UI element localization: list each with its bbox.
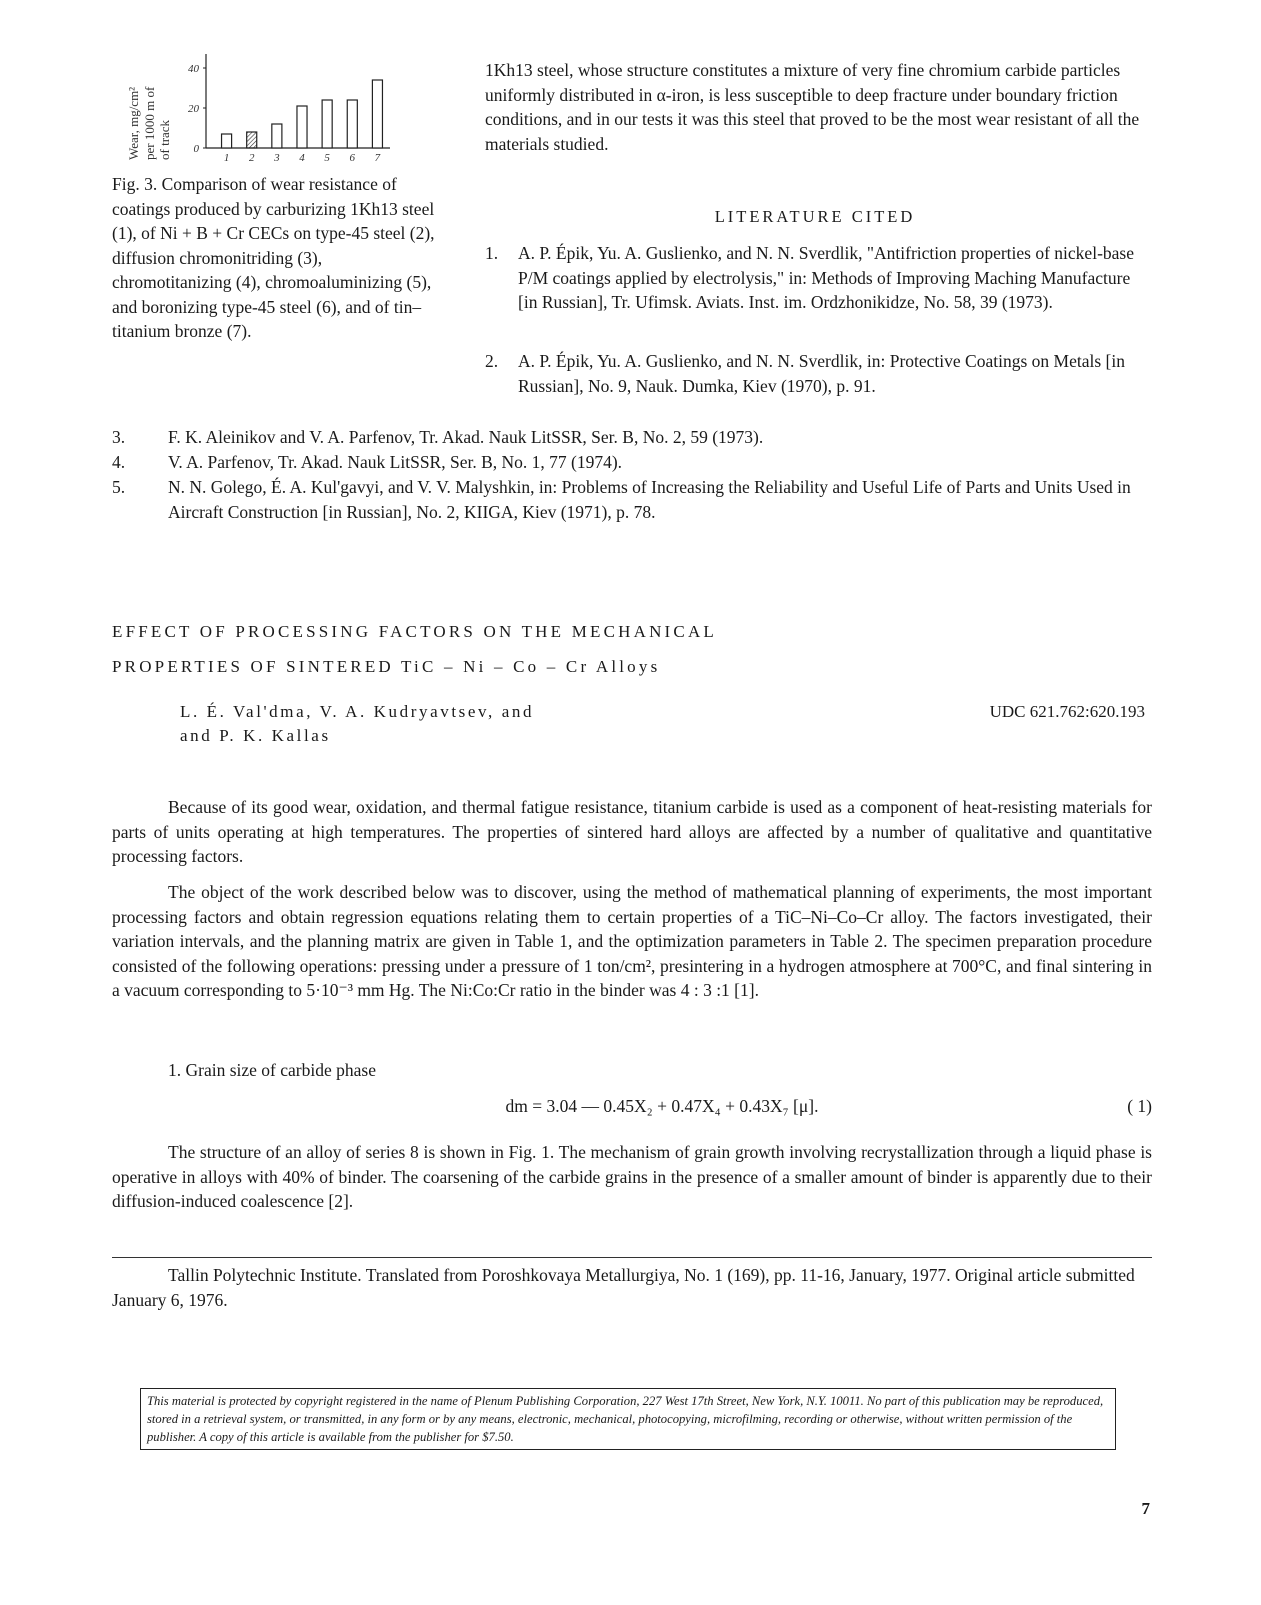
y-tick-label: 20 [188, 103, 199, 115]
udc-code: UDC 621.762:620.193 [989, 702, 1145, 721]
reference-number: 4. [112, 452, 126, 472]
chart-axes [188, 54, 390, 155]
chart-bars [222, 80, 383, 164]
x-tick-label: 7 [374, 152, 381, 164]
y-axis-label [126, 86, 172, 160]
article-title [112, 614, 1152, 684]
y-axis-label-line-2: per 1000 m of [142, 86, 157, 160]
footnote-divider [112, 1257, 1152, 1258]
numbered-item-heading: 1. Grain size of carbide phase [168, 1060, 376, 1080]
reference-text: F. K. Aleinikov and V. A. Parfenov, Tr. Akad. Nauk LitSSR, Ser. B, No. 2, 59 (1973). [168, 427, 764, 447]
x-tick-label: 2 [248, 152, 255, 164]
reference-text: N. N. Golego, É. A. Kul'gavyi, and V. V. Malyshkin, in: Problems of Increasing the Reliability and Useful Life of Parts and Units Used in Aircraft Construction [in Russian], No. 2, KIIGA, Kiev (1971), p. 78. [168, 477, 1131, 522]
reference-text: V. A. Parfenov, Tr. Akad. Nauk LitSSR, Ser. B, No. 1, 77 (1974). [168, 452, 623, 472]
reference-number: 1. [485, 243, 499, 263]
equation-number: ( 1) [1127, 1096, 1152, 1116]
intro-paragraph: 1Kh13 steel, whose structure constitutes a mixture of very fine chromium carbide particles uniformly distributed in α-iron, is less susceptible to deep fracture under boundary friction conditions, and in our tests it was this steel that proved to be the most wear resistant of all the materials studied. [485, 60, 1140, 154]
y-tick-label: 40 [188, 63, 199, 75]
body-paragraph-3: The structure of an alloy of series 8 is shown in Fig. 1. The mechanism of grain growth involving recrystallization through a liquid phase is operative in alloys with 40% of binder. The coarsening of the carbide grains in the presence of a smaller amount of binder is apparently due to their diffusion-induced coalescence [2]. [112, 1142, 1152, 1211]
reference-text: A. P. Épik, Yu. A. Guslienko, and N. N. Sverdlik, in: Protective Coatings on Metals [in Russian], No. 9, Nauk. Dumka, Kiev (1970), p. 91. [518, 351, 1125, 396]
x-tick-label: 3 [274, 152, 280, 164]
reference-number: 2. [485, 351, 499, 371]
reference-text: A. P. Épik, Yu. A. Guslienko, and N. N. Sverdlik, "Antifriction properties of nickel-base P/M coatings applied by electrolysis," in: Methods of Improving Maching Manufacture [in Russian], Tr. Ufimsk. Aviats. Inst. im. Ordzhonikidze, No. 58, 39 (1973). [518, 243, 1134, 312]
body-paragraph-2: The object of the work described below was to discover, using the method of mathematical planning of experiments, the most important processing factors and obtain regression equations relating them to certain properties of a TiC–Ni–Co–Cr alloy. The factors investigated, their variation intervals, and the planning matrix are given in Table 1, and the optimization parameters in Table 2. The specimen preparation procedure consisted of the following operations: pressing under a pressure of 1 ton/cm², presintering in a hydrogen atmosphere at 700°C, and final sintering in a vacuum corresponding to 5·10⁻³ mm Hg. The Ni:Co:Cr ratio in the binder was 4 : 3 :1 [1]. [112, 882, 1152, 1000]
bar-7 [372, 80, 382, 148]
bar-4 [297, 106, 307, 148]
x-tick-label: 1 [223, 152, 230, 164]
bar-3 [272, 124, 282, 148]
bar-5 [322, 100, 332, 148]
article-authors [180, 700, 700, 748]
equation-block [112, 1094, 1152, 1122]
x-tick-label: 4 [299, 152, 305, 164]
bar-2 [247, 132, 257, 148]
copyright-notice: This material is protected by copyright registered in the name of Plenum Publishing Corporation, 227 West 17th Street, New York, N.Y. 10011. No part of this publication may be reproduced, stored in a retrieval system, or transmitted, in any form or by any means, electronic, mechanical, photocopying, microfilming, recording or otherwise, without written permission of the publisher. A copy of this article is available from the publisher for $7.50. [140, 1388, 1116, 1450]
y-axis-label-line-3: of track [157, 119, 172, 160]
reference-item [112, 450, 1152, 475]
equation-expression: dm = 3.04 — 0.45X₂ + 0.47X₄ + 0.43X₇ [μ]. [505, 1096, 819, 1116]
authors-line-2: and P. K. Kallas [180, 726, 331, 745]
authors-line-1: L. É. Val'dma, V. A. Kudryavtsev, and [180, 702, 535, 721]
y-axis-label-line-1: Wear, mg/cm² [126, 86, 141, 160]
figure-caption [112, 172, 442, 344]
reference-item [112, 475, 1152, 524]
x-tick-label: 6 [349, 152, 356, 164]
affiliation-note: Tallin Polytechnic Institute. Translated from Poroshkovaya Metallurgiya, No. 1 (169), pp. 11-16, January, 1977. Original article submitted January 6, 1976. [112, 1265, 1135, 1310]
body-paragraph-1: Because of its good wear, oxidation, and thermal fatigue resistance, titanium carbide is used as a component of heat-resisting materials for parts of units operating at high temperatures. The properties of sintered hard alloys are affected by a number of qualitative and quantitative processing factors. [112, 797, 1152, 866]
x-tick-label: 5 [324, 152, 330, 164]
reference-item [485, 349, 1145, 398]
bar-1 [222, 134, 232, 148]
bar-6 [347, 100, 357, 148]
reference-item [112, 425, 1152, 450]
reference-number: 5. [112, 477, 126, 497]
article-title-line-2: PROPERTIES OF SINTERED TiC – Ni – Co – Cr Alloys [112, 657, 661, 676]
reference-number: 3. [112, 427, 126, 447]
page-number: 7 [1141, 1499, 1150, 1518]
y-tick-label: 0 [193, 143, 199, 155]
wear-bar-chart [128, 48, 408, 166]
reference-item [485, 241, 1145, 315]
figure-caption-text: Fig. 3. Comparison of wear resistance of coatings produced by carburizing 1Kh13 steel (1), of Ni + B + Cr CECs on type-45 steel (2), diffusion chromonitriding (3), chromotitanizing (4), chromoaluminizing (5), and boronizing type-45 steel (6), and of tin–titanium bronze (7). [112, 174, 435, 341]
literature-cited-heading: LITERATURE CITED [714, 207, 916, 226]
article-title-line-1: EFFECT OF PROCESSING FACTORS ON THE MECHANICAL [112, 622, 718, 641]
